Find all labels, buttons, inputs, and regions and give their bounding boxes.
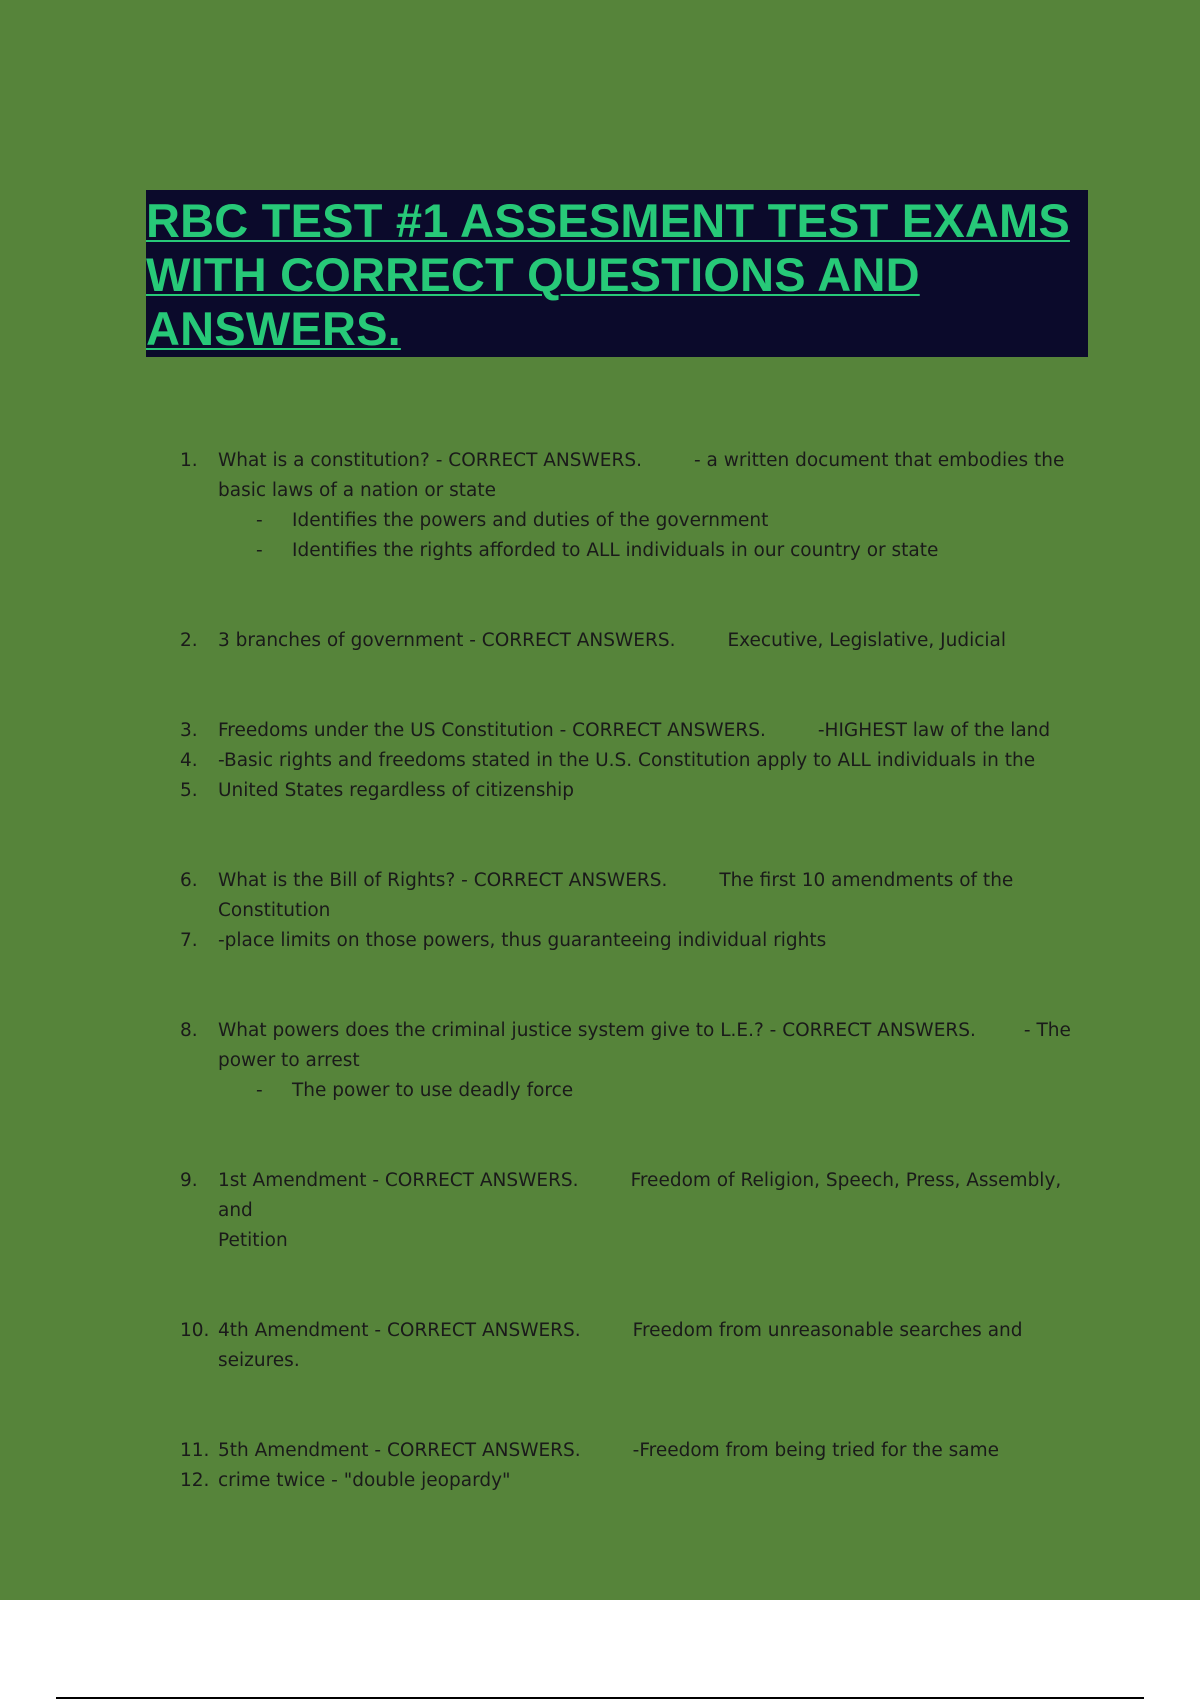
item-text: -place limits on those powers, thus guaranteeing individual rights	[218, 930, 827, 951]
question-text: What is a constitution? - CORRECT ANSWERS.	[218, 450, 642, 471]
list-item	[180, 1466, 1100, 1496]
item-number: 11.	[180, 1440, 210, 1461]
list-item	[180, 776, 1100, 806]
document-title: RBC TEST #1 ASSESMENT TEST EXAMS WITH CORRECT QUESTIONS AND ANSWERS.	[146, 194, 1070, 355]
item-number: 12.	[180, 1470, 210, 1491]
list-item	[180, 866, 1100, 926]
item-text: -Basic rights and freedoms stated in the U.S. Constitution apply to ALL individuals in the	[218, 750, 1036, 771]
question-text: What powers does the criminal justice system give to L.E.? - CORRECT ANSWERS.	[218, 1020, 976, 1041]
list-bullet: - The power to use deadly force	[180, 1076, 1100, 1106]
list-item	[180, 1166, 1100, 1256]
question-text: 4th Amendment - CORRECT ANSWERS.	[218, 1320, 581, 1341]
list-bullet: - Identifies the rights afforded to ALL individuals in our country or state	[180, 536, 1100, 566]
list-item	[180, 1016, 1100, 1076]
bullet-text: The power to use deadly force	[292, 1080, 574, 1101]
answer-continuation: power to arrest	[218, 1050, 360, 1071]
item-number: 9.	[180, 1170, 198, 1191]
answer-text: -HIGHEST law of the land	[817, 720, 1051, 741]
item-text: crime twice - "double jeopardy"	[218, 1470, 511, 1491]
footer-rule	[56, 1697, 1144, 1699]
list-item	[180, 446, 1100, 506]
list-bullet: - Identifies the powers and duties of the government	[180, 506, 1100, 536]
question-text: What is the Bill of Rights? - CORRECT ANSWERS.	[218, 870, 668, 891]
list-item	[180, 716, 1100, 746]
item-number: 3.	[180, 720, 198, 741]
answer-text: Freedom of Religion, Speech, Press, Assembly, and	[218, 1170, 1062, 1221]
answer-text: - The	[1023, 1020, 1071, 1041]
item-text: United States regardless of citizenship	[218, 780, 574, 801]
item-number: 2.	[180, 630, 198, 651]
title-block	[146, 190, 1088, 357]
item-number: 5.	[180, 780, 198, 801]
answer-text: Executive, Legislative, Judicial	[727, 630, 1006, 651]
list-item	[180, 746, 1100, 776]
answer-continuation: Constitution	[218, 900, 331, 921]
list-item	[180, 926, 1100, 956]
answer-continuation: Petition	[218, 1230, 288, 1251]
bullet-text: Identifies the powers and duties of the government	[292, 510, 769, 531]
bullet-text: Identifies the rights afforded to ALL individuals in our country or state	[292, 540, 939, 561]
item-number: 8.	[180, 1020, 198, 1041]
question-text: 1st Amendment - CORRECT ANSWERS.	[218, 1170, 579, 1191]
qa-list	[180, 446, 1100, 1496]
list-item	[180, 1316, 1100, 1376]
item-number: 7.	[180, 930, 198, 951]
item-number: 10.	[180, 1320, 210, 1341]
answer-text: -Freedom from being tried for the same	[632, 1440, 1000, 1461]
list-item	[180, 626, 1100, 656]
question-text: Freedoms under the US Constitution - CORRECT ANSWERS.	[218, 720, 766, 741]
answer-continuation: basic laws of a nation or state	[218, 480, 497, 501]
item-number: 6.	[180, 870, 198, 891]
answer-text: - a written document that embodies the	[693, 450, 1065, 471]
answer-text: Freedom from unreasonable searches and seizures.	[218, 1320, 1023, 1371]
question-text: 3 branches of government - CORRECT ANSWERS.	[218, 630, 676, 651]
list-item	[180, 1436, 1100, 1466]
item-number: 1.	[180, 450, 198, 471]
question-text: 5th Amendment - CORRECT ANSWERS.	[218, 1440, 581, 1461]
item-number: 4.	[180, 750, 198, 771]
answer-text: The first 10 amendments of the	[719, 870, 1014, 891]
